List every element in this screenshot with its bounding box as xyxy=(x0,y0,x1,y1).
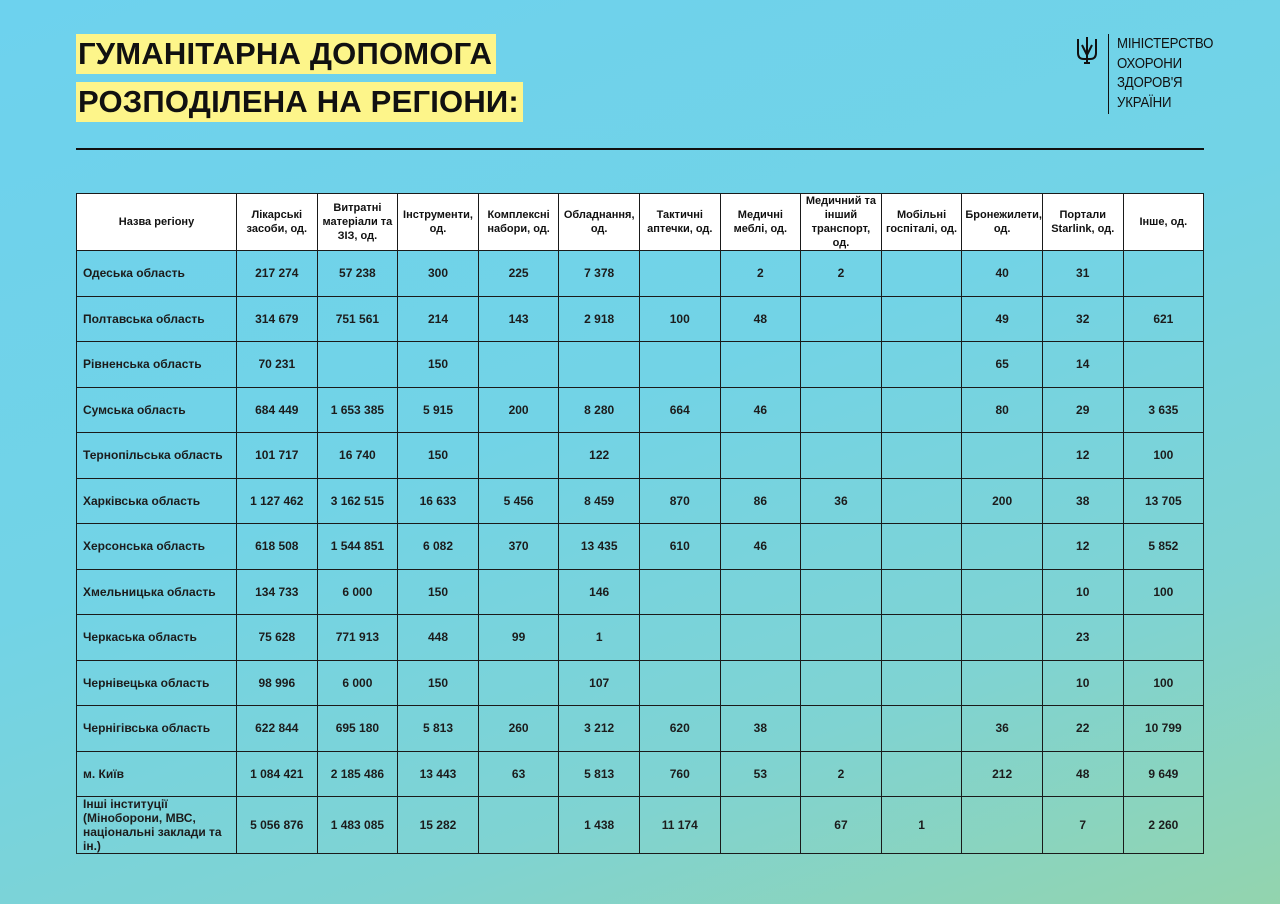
value-cell xyxy=(559,342,640,388)
value-cell xyxy=(639,615,720,661)
value-cell: 2 xyxy=(720,251,801,297)
value-cell xyxy=(478,797,559,854)
title-line-1: ГУМАНІТАРНА ДОПОМОГА xyxy=(76,34,496,74)
value-cell xyxy=(639,342,720,388)
value-cell: 48 xyxy=(1042,751,1123,797)
value-cell: 99 xyxy=(478,615,559,661)
value-cell xyxy=(881,342,962,388)
value-cell xyxy=(881,524,962,570)
value-cell: 618 508 xyxy=(237,524,318,570)
region-name-cell: Чернівецька область xyxy=(77,660,237,706)
value-cell xyxy=(801,433,882,479)
value-cell: 200 xyxy=(478,387,559,433)
column-header: Комплексні набори, од. xyxy=(478,194,559,251)
table-row xyxy=(77,615,1204,661)
value-cell: 300 xyxy=(398,251,479,297)
value-cell: 448 xyxy=(398,615,479,661)
value-cell: 621 xyxy=(1123,296,1204,342)
table-row xyxy=(77,660,1204,706)
value-cell: 57 238 xyxy=(317,251,398,297)
value-cell xyxy=(639,433,720,479)
value-cell: 771 913 xyxy=(317,615,398,661)
value-cell xyxy=(881,433,962,479)
value-cell: 100 xyxy=(639,296,720,342)
region-name-cell: Черкаська область xyxy=(77,615,237,661)
value-cell: 13 435 xyxy=(559,524,640,570)
column-header: Обладнання, од. xyxy=(559,194,640,251)
region-name-cell: Харківська область xyxy=(77,478,237,524)
value-cell xyxy=(720,342,801,388)
value-cell: 80 xyxy=(962,387,1043,433)
value-cell: 86 xyxy=(720,478,801,524)
value-cell: 870 xyxy=(639,478,720,524)
value-cell: 260 xyxy=(478,706,559,752)
region-name-cell: Хмельницька область xyxy=(77,569,237,615)
value-cell: 16 740 xyxy=(317,433,398,479)
value-cell: 46 xyxy=(720,387,801,433)
value-cell: 75 628 xyxy=(237,615,318,661)
trident-icon xyxy=(1076,36,1098,66)
value-cell: 36 xyxy=(801,478,882,524)
column-header: Портали Starlink, од. xyxy=(1042,194,1123,251)
value-cell xyxy=(478,433,559,479)
region-name-cell: Інші інституції (Міноборони, МВС, національні заклади та ін.) xyxy=(77,797,237,854)
value-cell: 2 xyxy=(801,751,882,797)
region-name-cell: Полтавська область xyxy=(77,296,237,342)
value-cell xyxy=(881,706,962,752)
value-cell xyxy=(962,797,1043,854)
value-cell xyxy=(478,569,559,615)
value-cell: 29 xyxy=(1042,387,1123,433)
value-cell: 32 xyxy=(1042,296,1123,342)
region-name-cell: Сумська область xyxy=(77,387,237,433)
value-cell: 107 xyxy=(559,660,640,706)
value-cell: 65 xyxy=(962,342,1043,388)
value-cell xyxy=(1123,615,1204,661)
table-row xyxy=(77,296,1204,342)
value-cell: 2 xyxy=(801,251,882,297)
value-cell xyxy=(881,660,962,706)
value-cell: 5 056 876 xyxy=(237,797,318,854)
logo-line-4: УКРАЇНИ xyxy=(1117,93,1172,111)
value-cell: 10 799 xyxy=(1123,706,1204,752)
value-cell: 8 459 xyxy=(559,478,640,524)
column-header: Лікарські засоби, од. xyxy=(237,194,318,251)
value-cell: 11 174 xyxy=(639,797,720,854)
value-cell: 15 282 xyxy=(398,797,479,854)
value-cell: 1 544 851 xyxy=(317,524,398,570)
value-cell xyxy=(720,615,801,661)
value-cell: 5 915 xyxy=(398,387,479,433)
value-cell xyxy=(720,797,801,854)
table-body xyxy=(77,251,1204,854)
value-cell: 46 xyxy=(720,524,801,570)
column-header: Інструменти, од. xyxy=(398,194,479,251)
value-cell: 2 918 xyxy=(559,296,640,342)
value-cell: 5 813 xyxy=(398,706,479,752)
value-cell: 16 633 xyxy=(398,478,479,524)
region-name-cell: Тернопільська область xyxy=(77,433,237,479)
value-cell xyxy=(801,615,882,661)
value-cell: 14 xyxy=(1042,342,1123,388)
value-cell: 36 xyxy=(962,706,1043,752)
value-cell: 143 xyxy=(478,296,559,342)
value-cell: 13 443 xyxy=(398,751,479,797)
value-cell: 5 813 xyxy=(559,751,640,797)
value-cell: 40 xyxy=(962,251,1043,297)
value-cell: 217 274 xyxy=(237,251,318,297)
value-cell: 100 xyxy=(1123,433,1204,479)
value-cell: 12 xyxy=(1042,433,1123,479)
value-cell: 150 xyxy=(398,660,479,706)
value-cell: 122 xyxy=(559,433,640,479)
value-cell xyxy=(720,569,801,615)
value-cell xyxy=(881,569,962,615)
table-row xyxy=(77,751,1204,797)
value-cell: 12 xyxy=(1042,524,1123,570)
value-cell xyxy=(317,342,398,388)
column-header: Інше, од. xyxy=(1123,194,1204,251)
value-cell: 31 xyxy=(1042,251,1123,297)
value-cell: 1 127 462 xyxy=(237,478,318,524)
value-cell: 98 996 xyxy=(237,660,318,706)
value-cell xyxy=(478,342,559,388)
table-row xyxy=(77,706,1204,752)
value-cell xyxy=(478,660,559,706)
value-cell: 212 xyxy=(962,751,1043,797)
value-cell: 38 xyxy=(1042,478,1123,524)
value-cell: 225 xyxy=(478,251,559,297)
value-cell: 67 xyxy=(801,797,882,854)
value-cell: 150 xyxy=(398,342,479,388)
value-cell xyxy=(801,706,882,752)
logo-line-1: МІНІСТЕРСТВО xyxy=(1117,35,1214,52)
column-header: Бронежилети, од. xyxy=(962,194,1043,251)
table-row xyxy=(77,433,1204,479)
value-cell: 760 xyxy=(639,751,720,797)
value-cell: 370 xyxy=(478,524,559,570)
value-cell: 684 449 xyxy=(237,387,318,433)
value-cell: 1 xyxy=(559,615,640,661)
value-cell xyxy=(639,660,720,706)
value-cell: 10 xyxy=(1042,569,1123,615)
value-cell xyxy=(1123,342,1204,388)
table-row xyxy=(77,797,1204,854)
value-cell xyxy=(881,387,962,433)
value-cell: 13 705 xyxy=(1123,478,1204,524)
table-row xyxy=(77,342,1204,388)
value-cell xyxy=(881,751,962,797)
table-row xyxy=(77,569,1204,615)
ministry-logo xyxy=(1076,34,1226,114)
value-cell: 1 653 385 xyxy=(317,387,398,433)
value-cell: 622 844 xyxy=(237,706,318,752)
value-cell: 53 xyxy=(720,751,801,797)
logo-line-2: ОХОРОНИ xyxy=(1117,54,1182,72)
value-cell: 38 xyxy=(720,706,801,752)
value-cell xyxy=(720,433,801,479)
logo-separator xyxy=(1108,34,1109,114)
header-divider xyxy=(76,148,1204,150)
value-cell: 751 561 xyxy=(317,296,398,342)
value-cell xyxy=(801,660,882,706)
value-cell: 1 084 421 xyxy=(237,751,318,797)
value-cell: 3 212 xyxy=(559,706,640,752)
value-cell: 100 xyxy=(1123,660,1204,706)
value-cell: 695 180 xyxy=(317,706,398,752)
value-cell: 8 280 xyxy=(559,387,640,433)
value-cell xyxy=(801,387,882,433)
region-name-cell: Одеська область xyxy=(77,251,237,297)
value-cell: 7 378 xyxy=(559,251,640,297)
value-cell xyxy=(720,660,801,706)
value-cell: 146 xyxy=(559,569,640,615)
table-header-row xyxy=(77,194,1204,251)
table-row xyxy=(77,478,1204,524)
value-cell xyxy=(881,296,962,342)
value-cell: 1 xyxy=(881,797,962,854)
value-cell: 620 xyxy=(639,706,720,752)
column-header: Назва регіону xyxy=(77,194,237,251)
value-cell: 6 000 xyxy=(317,660,398,706)
value-cell: 3 162 515 xyxy=(317,478,398,524)
value-cell: 49 xyxy=(962,296,1043,342)
aid-distribution-table xyxy=(76,193,1204,854)
value-cell xyxy=(962,524,1043,570)
value-cell: 5 456 xyxy=(478,478,559,524)
value-cell xyxy=(962,569,1043,615)
value-cell xyxy=(801,296,882,342)
logo-text xyxy=(1117,34,1226,114)
value-cell: 100 xyxy=(1123,569,1204,615)
value-cell: 7 xyxy=(1042,797,1123,854)
value-cell: 22 xyxy=(1042,706,1123,752)
value-cell: 314 679 xyxy=(237,296,318,342)
value-cell: 610 xyxy=(639,524,720,570)
table-row xyxy=(77,251,1204,297)
value-cell: 70 231 xyxy=(237,342,318,388)
value-cell: 2 185 486 xyxy=(317,751,398,797)
value-cell: 134 733 xyxy=(237,569,318,615)
value-cell: 6 000 xyxy=(317,569,398,615)
value-cell: 150 xyxy=(398,569,479,615)
value-cell: 6 082 xyxy=(398,524,479,570)
value-cell: 9 649 xyxy=(1123,751,1204,797)
value-cell xyxy=(962,660,1043,706)
value-cell: 2 260 xyxy=(1123,797,1204,854)
value-cell xyxy=(962,433,1043,479)
value-cell: 200 xyxy=(962,478,1043,524)
column-header: Тактичні аптечки, од. xyxy=(639,194,720,251)
column-header: Медичні меблі, од. xyxy=(720,194,801,251)
region-name-cell: Чернігівська область xyxy=(77,706,237,752)
value-cell: 48 xyxy=(720,296,801,342)
value-cell: 150 xyxy=(398,433,479,479)
value-cell xyxy=(881,251,962,297)
region-name-cell: Рівненська область xyxy=(77,342,237,388)
value-cell xyxy=(801,524,882,570)
value-cell xyxy=(639,251,720,297)
value-cell xyxy=(801,569,882,615)
table-row xyxy=(77,387,1204,433)
value-cell xyxy=(1123,251,1204,297)
value-cell: 214 xyxy=(398,296,479,342)
value-cell xyxy=(962,615,1043,661)
value-cell: 10 xyxy=(1042,660,1123,706)
value-cell: 101 717 xyxy=(237,433,318,479)
value-cell: 664 xyxy=(639,387,720,433)
column-header: Мобільні госпіталі, од. xyxy=(881,194,962,251)
column-header: Витратні матеріали та ЗІЗ, од. xyxy=(317,194,398,251)
region-name-cell: м. Київ xyxy=(77,751,237,797)
page-title xyxy=(76,34,523,122)
title-line-2: РОЗПОДІЛЕНА НА РЕГІОНИ: xyxy=(76,82,523,122)
value-cell xyxy=(639,569,720,615)
value-cell: 1 438 xyxy=(559,797,640,854)
value-cell xyxy=(801,342,882,388)
logo-line-3: ЗДОРОВ'Я xyxy=(1117,74,1183,91)
column-header: Медичний та інший транспорт, од. xyxy=(801,194,882,251)
value-cell: 1 483 085 xyxy=(317,797,398,854)
region-name-cell: Херсонська область xyxy=(77,524,237,570)
value-cell xyxy=(881,478,962,524)
value-cell xyxy=(881,615,962,661)
value-cell: 23 xyxy=(1042,615,1123,661)
table-row xyxy=(77,524,1204,570)
value-cell: 5 852 xyxy=(1123,524,1204,570)
value-cell: 63 xyxy=(478,751,559,797)
value-cell: 3 635 xyxy=(1123,387,1204,433)
